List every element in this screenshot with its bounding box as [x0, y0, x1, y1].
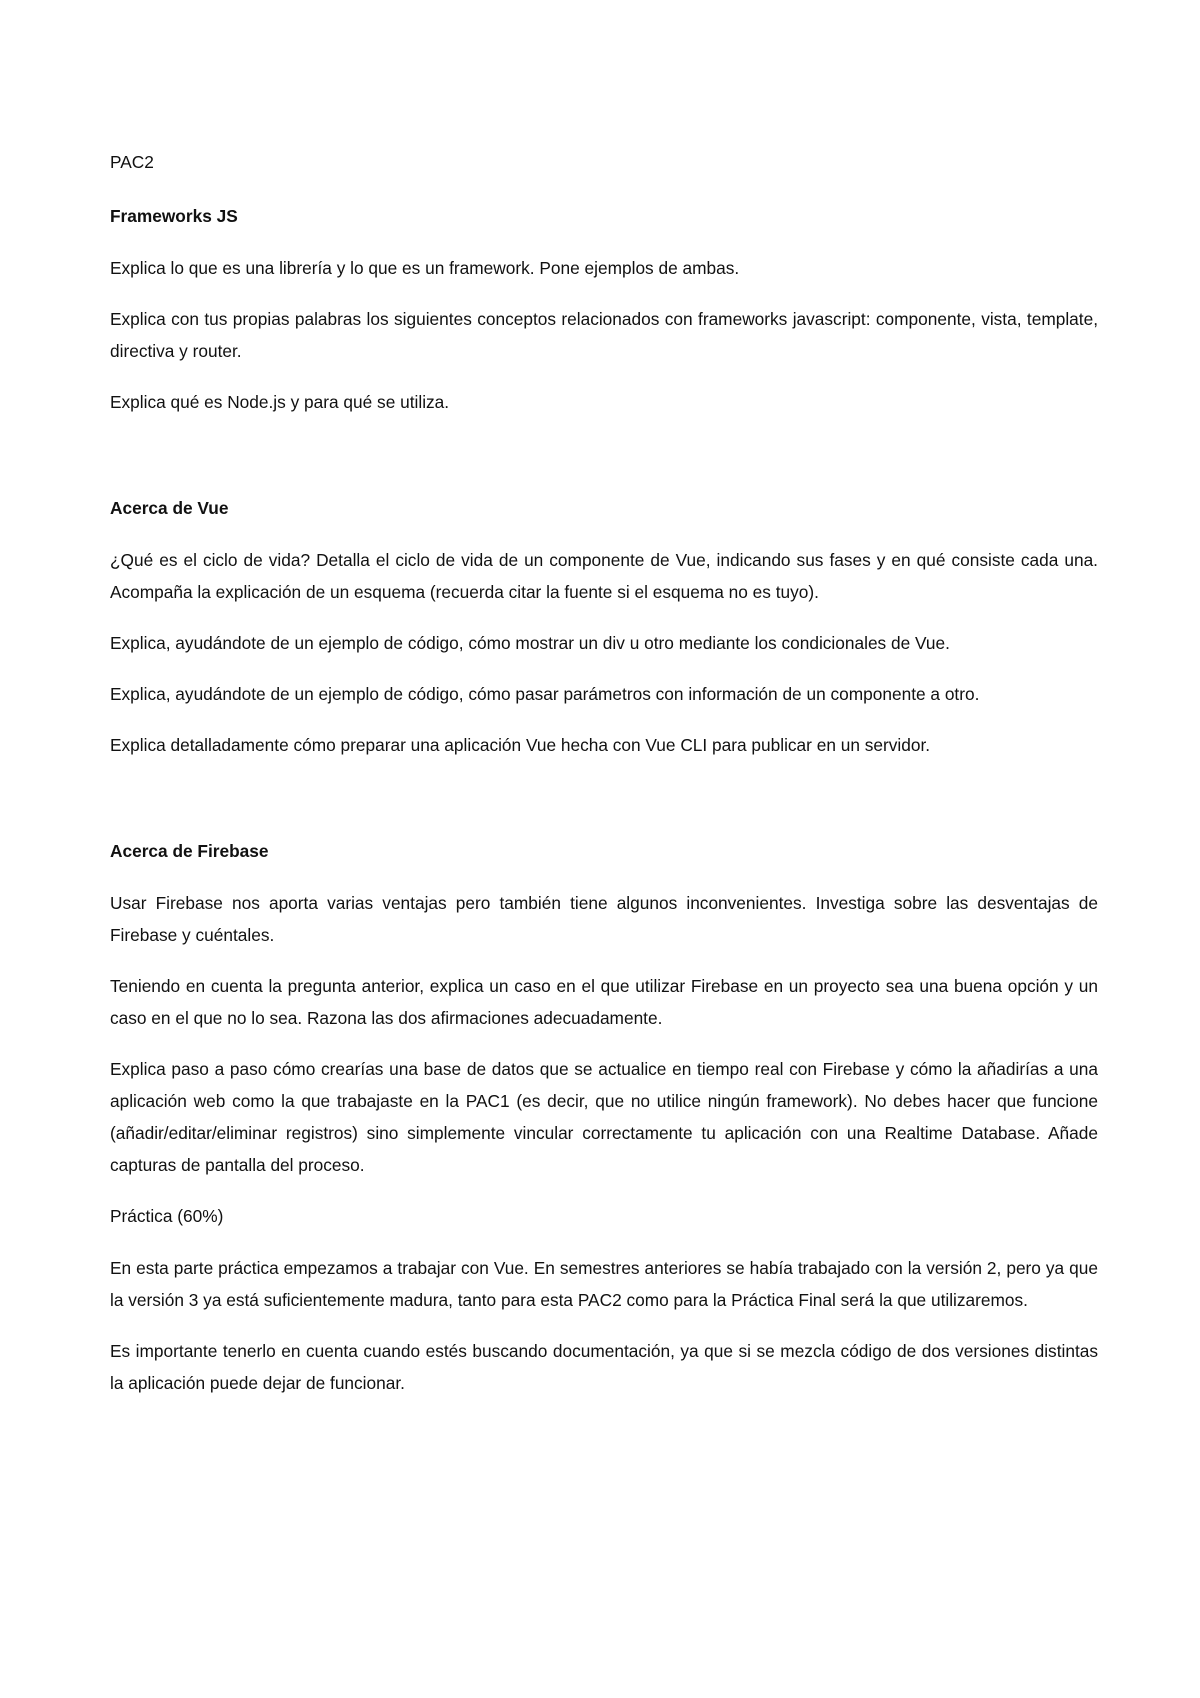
vue-question-4: Explica detalladamente cómo preparar una aplicación Vue hecha con Vue CLI para publicar en un servidor. [110, 735, 931, 755]
firebase-question-2: Teniendo en cuenta la pregunta anterior, explica un caso en el que utilizar Firebase en un proyecto sea una buena opción y un caso en el que no lo sea. Razona las dos afirmaciones adecuadamente. [110, 976, 1098, 1028]
practica-paragraph-2: Es importante tenerlo en cuenta cuando estés buscando documentación, ya que si se mezcla código de dos versiones distintas la aplicación puede dejar de funcionar. [110, 1341, 1098, 1393]
section-heading-firebase: Acerca de Firebase [110, 841, 269, 861]
section-heading-practica: Práctica (60%) [110, 1206, 224, 1226]
frameworks-question-2: Explica con tus propias palabras los siguientes conceptos relacionados con frameworks javascript: componente, vista, template, directiva y router. [110, 309, 1098, 361]
firebase-question-1: Usar Firebase nos aporta varias ventajas pero también tiene algunos inconvenientes. Investiga sobre las desventajas de Firebase y cuéntales. [110, 893, 1098, 945]
vue-question-3: Explica, ayudándote de un ejemplo de código, cómo pasar parámetros con información de un componente a otro. [110, 684, 980, 704]
firebase-question-3: Explica paso a paso cómo crearías una base de datos que se actualice en tiempo real con Firebase y cómo la añadirías a una aplicación web como la que trabajaste en la PAC1 (es decir, que no utilice ningún framework). No debes hacer que funcione (añadir/editar/eliminar registros) sino simplemente vincular correctamente tu aplicación con una Realtime Database. Añade capturas de pantalla del proceso. [110, 1059, 1098, 1175]
vue-question-2: Explica, ayudándote de un ejemplo de código, cómo mostrar un div u otro mediante los condicionales de Vue. [110, 633, 950, 653]
practica-paragraph-1: En esta parte práctica empezamos a trabajar con Vue. En semestres anteriores se había trabajado con la versión 2, pero ya que la versión 3 ya está suficientemente madura, tanto para esta PAC2 como para la Práctica Final será la que utilizaremos. [110, 1258, 1098, 1310]
section-spacer [110, 780, 1098, 835]
frameworks-question-1: Explica lo que es una librería y lo que es un framework. Pone ejemplos de ambas. [110, 258, 740, 278]
section-heading-vue: Acerca de Vue [110, 498, 229, 518]
section-spacer [110, 437, 1098, 492]
frameworks-question-3: Explica qué es Node.js y para qué se utiliza. [110, 392, 450, 412]
document-body [110, 146, 1098, 1418]
vue-question-1: ¿Qué es el ciclo de vida? Detalla el ciclo de vida de un componente de Vue, indicando sus fases y en qué consiste cada una. Acompaña la explicación de un esquema (recuerda citar la fuente si el esquema no es tuyo). [110, 550, 1098, 602]
document-title: PAC2 [110, 152, 154, 172]
section-heading-frameworks: Frameworks JS [110, 206, 238, 226]
